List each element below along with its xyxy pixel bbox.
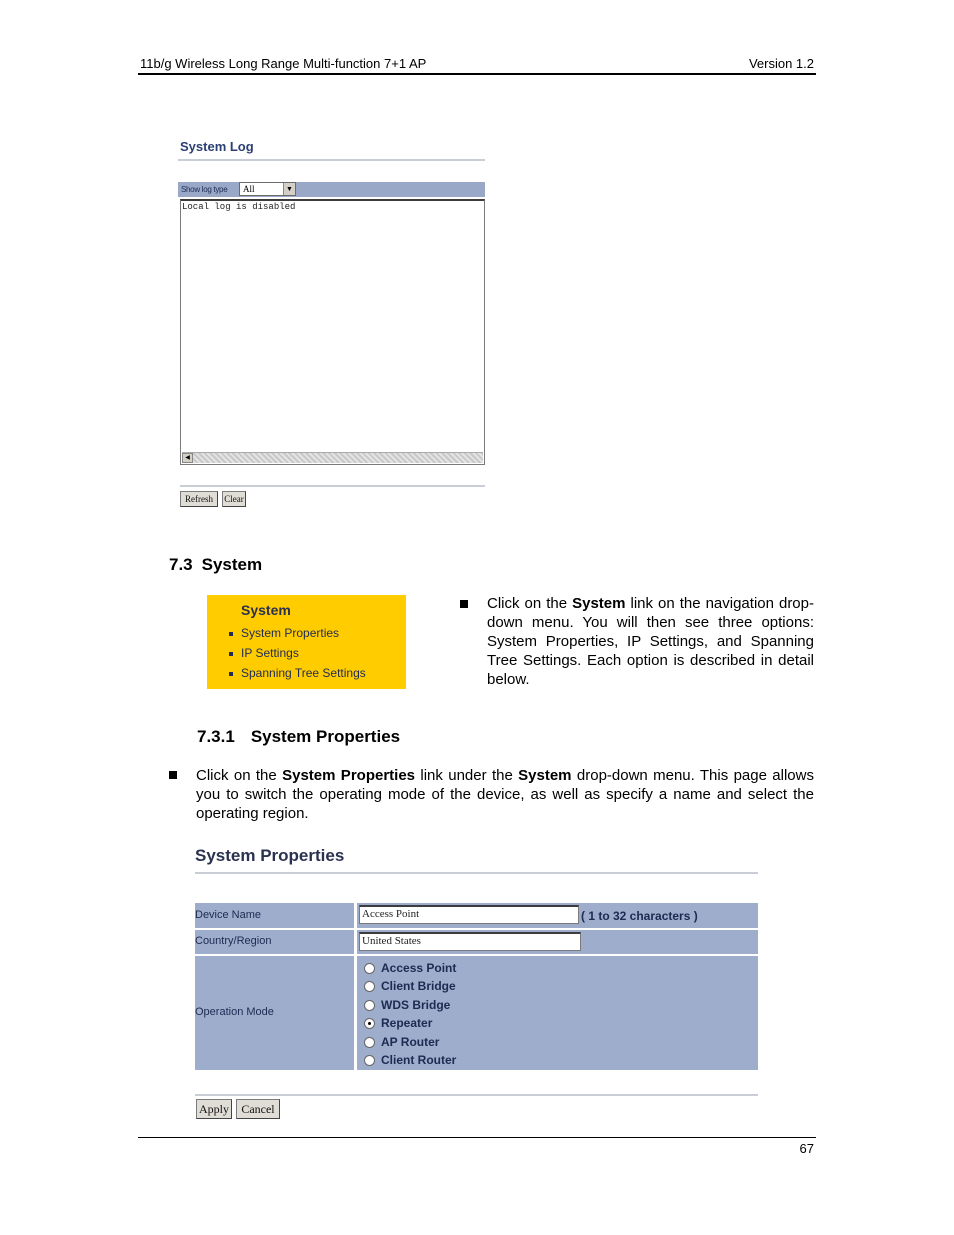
radio-wds-bridge[interactable] [364,1000,375,1011]
divider [195,1094,758,1096]
operation-mode-label: Operation Mode [195,1006,274,1018]
clear-button[interactable]: Clear [222,491,246,507]
country-label: Country/Region [195,935,272,947]
mode-label-client-router: Client Router [381,1053,457,1067]
bullet-icon [169,771,177,779]
log-type-select[interactable] [239,182,296,196]
device-name-input[interactable] [359,905,579,924]
operation-mode-row [195,956,758,1070]
divider [354,930,357,954]
bold-text: System [518,767,572,784]
system-log-screenshot [178,137,486,512]
country-value: United States [362,935,421,947]
text: Click on the [487,595,573,612]
bold-text: System [572,595,626,612]
refresh-button[interactable]: Refresh [180,491,218,507]
mode-label-access-point: Access Point [381,961,457,975]
log-text: Local log is disabled [182,202,296,212]
device-name-hint: ( 1 to 32 characters ) [581,909,698,923]
divider [354,903,357,928]
radio-ap-router[interactable] [364,1037,375,1048]
menu-item-label: IP Settings [241,646,299,660]
radio-access-point[interactable] [364,963,375,974]
horizontal-scrollbar[interactable] [182,452,483,463]
system-properties-paragraph [196,766,814,823]
subsection-number: 7.3.1 [197,727,235,746]
radio-client-bridge[interactable] [364,981,375,992]
menu-item-ip-settings[interactable] [229,646,299,660]
chevron-down-icon[interactable]: ▼ [283,183,295,195]
document-version: Version 1.2 [748,56,814,71]
text: link on the navigation drop-down menu. You will then see three options: System Properties, IP Settings, and Spanning Tree Settings. Each option is described in detail below. [487,595,814,688]
page-footer [138,1137,816,1156]
subsection-heading [197,727,400,747]
section-title: System [201,555,263,574]
divider [195,872,758,874]
document-title: 11b/g Wireless Long Range Multi-function 7+1 AP [140,56,427,71]
scroll-left-icon[interactable]: ◀ [182,453,193,463]
device-name-value: Access Point [362,908,420,920]
system-menu-title: System [241,602,291,618]
page-number: 67 [799,1141,814,1156]
country-select[interactable] [359,932,581,951]
bullet-icon [460,600,468,608]
system-properties-screenshot [195,840,758,1125]
system-menu-screenshot [207,595,406,689]
divider [354,956,357,1070]
section-heading [169,555,262,575]
bold-text: System Properties [282,767,416,784]
mode-label-ap-router: AP Router [381,1035,440,1049]
log-type-bar [178,182,485,197]
section-number: 7.3 [169,555,193,574]
divider [178,159,485,161]
mode-label-wds-bridge: WDS Bridge [381,998,451,1012]
radio-repeater[interactable] [364,1018,375,1029]
device-name-row [195,903,758,928]
text: Click on the [196,767,283,784]
subsection-title: System Properties [250,727,401,746]
log-textarea[interactable] [180,199,485,465]
cancel-button[interactable]: Cancel [236,1099,280,1119]
page-header [138,56,816,75]
menu-item-label: System Properties [241,626,340,640]
mode-label-client-bridge: Client Bridge [381,979,456,993]
menu-item-spanning-tree[interactable] [229,666,366,680]
menu-item-system-properties[interactable] [229,626,339,640]
bullet-icon [229,632,233,636]
country-row [195,930,758,954]
system-log-title: System Log [180,139,254,154]
bullet-icon [229,652,233,656]
apply-button[interactable]: Apply [196,1099,232,1119]
menu-item-label: Spanning Tree Settings [241,666,366,680]
bullet-icon [229,672,233,676]
device-name-label: Device Name [195,909,262,921]
divider [180,485,485,487]
show-log-type-label: Show log type [181,185,228,194]
text: drop-down menu. This page allows you to switch the operating mode of the device, as well as specify a name and select the operating region. [196,767,814,822]
radio-client-router[interactable] [364,1055,375,1066]
mode-label-repeater: Repeater [381,1016,433,1030]
system-paragraph [487,594,814,689]
log-type-value: All [243,184,255,194]
system-properties-title: System Properties [195,846,345,865]
text: link under the [415,767,519,784]
